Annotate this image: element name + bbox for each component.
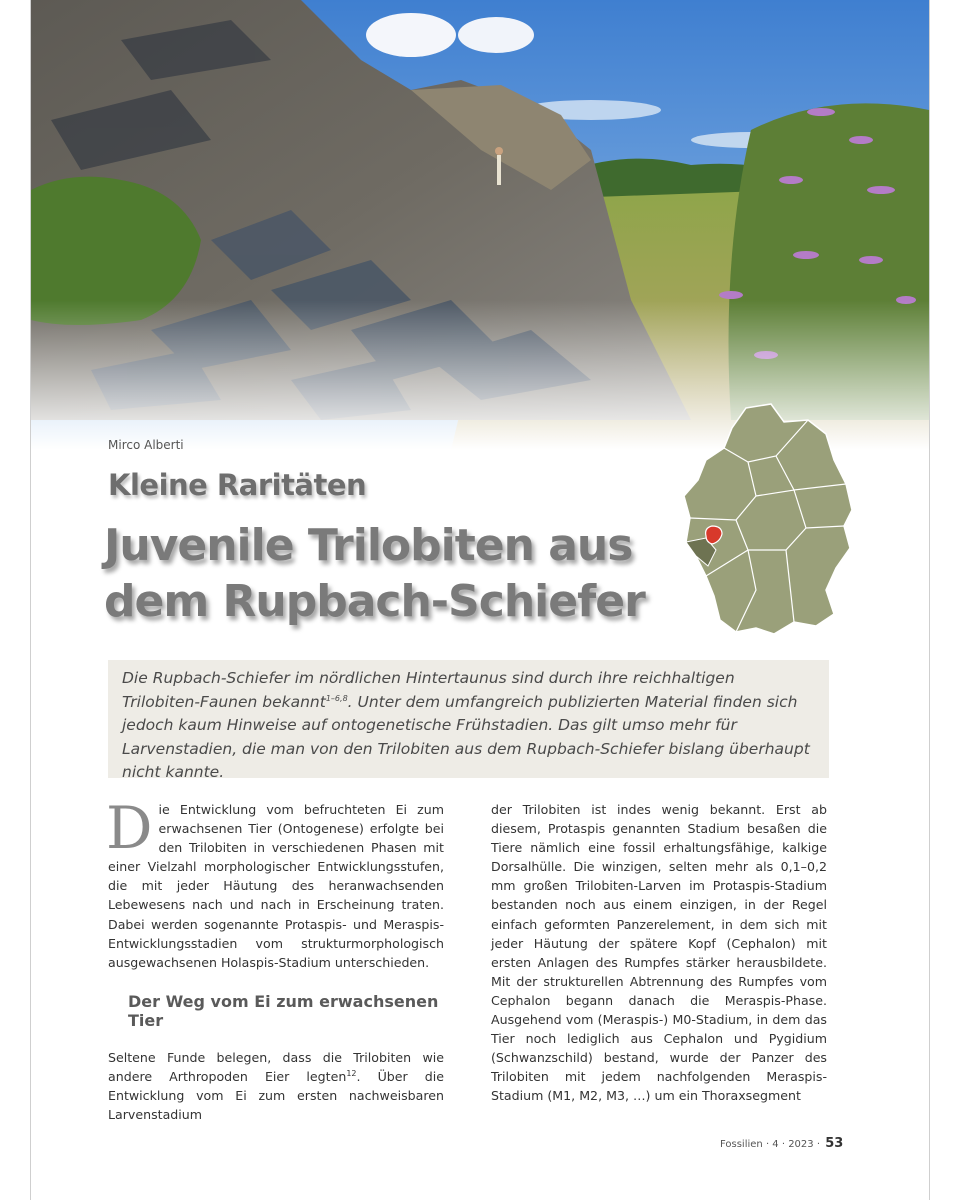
body-paragraph-1-text: ie Entwicklung vom befruchteten Ei zum erwachsenen Tier (Ontogenese) erfolgte bei den Trilobiten in verschiedenen Phasen mit einer Vielzahl morphologischer Entwicklungsstufen, die mit jeder Häutung des heranwachsenden Lebewesens nach und nach in Erscheinung traten. Dabei werden sogenannte Protaspis- und Meraspis-Entwicklungsstadien vom strukturmorphologisch ausgewachsenen Holaspis-Stadium unterschieden. <box>108 802 444 970</box>
title-line-1: Juvenile Trilobiten aus <box>104 520 633 571</box>
lead-paragraph <box>108 660 829 781</box>
article-kicker: Kleine Raritäten <box>108 468 367 502</box>
author-name: Mirco Alberti <box>108 438 184 452</box>
article-title <box>104 518 684 630</box>
page-footer <box>720 1136 843 1151</box>
magazine-issue: Fossilien · 4 · 2023 · <box>720 1139 820 1150</box>
body-paragraph-3: der Trilobiten ist indes wenig bekannt. Erst ab diesem, Protaspis genannten Stadium besaßen die Tiere nämlich eine fossil erhaltungsfähige, kalkige Dorsalhülle. Die winzigen, selten mehr als 0,1–0,2 mm großen Trilobiten-Larven im Protaspis-Stadium bestanden noch aus einem einzigen, in der Regel einfach geformten Panzerelement, in dem sich mit jeder Häutung der spätere Kopf (Cephalon) mit ersten Anlagen des Rumpfes stärker herausbildete. Mit der strukturellen Abtrennung des Rumpfes vom Cephalon begann danach die Meraspis-Phase. Ausgehend vom (Meraspis-) M0-Stadium, in dem das Tier noch lediglich aus Cephalon und Pygidium (Schwanzschild) bestand, wurde der Panzer des Trilobiten mit jedem nachfolgenden Meraspis-Stadium (M1, M2, M3, …) um ein Thoraxsegment <box>491 802 827 1104</box>
drop-cap: D <box>106 794 153 862</box>
body-paragraph-1 <box>106 794 444 972</box>
lead-text-2: . Unter dem umfangreich publizierten Material finden sich jedoch kaum Hinweise auf ontogenetische Frühstadien. Das gilt umso mehr für Larvenstadien, die man von den Trilobiten aus dem Rupbach-Schiefer bislang überhaupt nicht kannte. <box>122 692 810 781</box>
body-paragraph-2 <box>108 1048 444 1124</box>
body-paragraph-2-text-b: . Über die Entwicklung vom Ei zum ersten nachweisbaren Larvenstadium <box>108 1068 445 1123</box>
hero-photo <box>31 0 929 450</box>
germany-locator-map <box>676 400 858 640</box>
title-line-2: dem Rupbach-Schiefer <box>104 576 645 627</box>
page-number: 53 <box>825 1136 844 1151</box>
body-column-right <box>491 800 827 1106</box>
lead-text-1: Die Rupbach-Schiefer im nördlichen Hintertaunus sind durch ihre reichhaltigen Trilobiten-Faunen bekannt <box>122 669 735 711</box>
lead-reference: 1–6,8 <box>325 693 348 703</box>
section-heading: Der Weg vom Ei zum erwachsenen Tier <box>128 991 439 1030</box>
body-paragraph-2-text-a: Seltene Funde belegen, dass die Trilobiten wie andere Arthropoden Eier legten <box>108 1049 444 1084</box>
body-reference: 12 <box>346 1068 357 1078</box>
body-column-left <box>106 794 445 1124</box>
